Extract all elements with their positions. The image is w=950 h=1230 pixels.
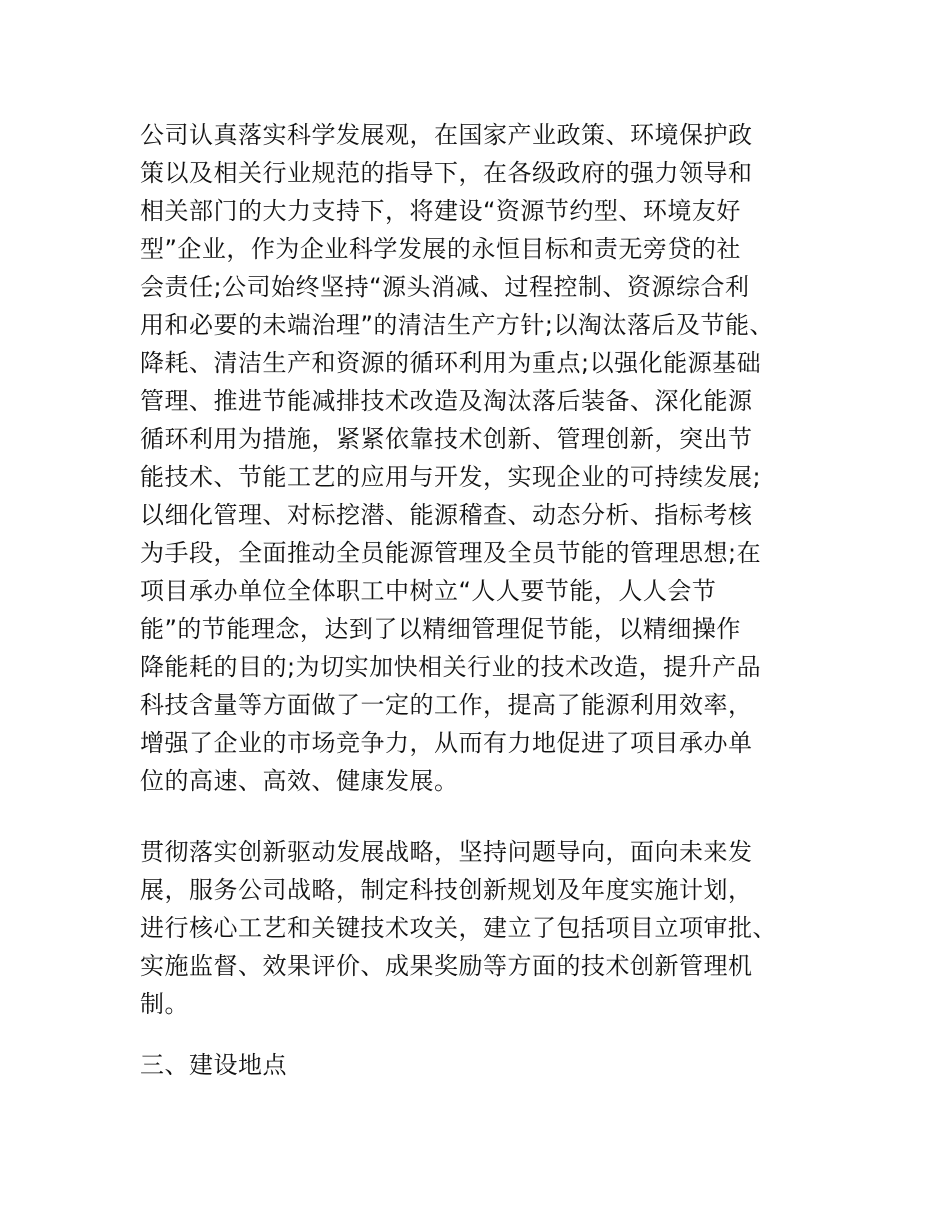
text-line: 降能耗的目的;为切实加快相关行业的技术改造，提升产品 xyxy=(140,653,762,681)
text-line: 展，服务公司战略，制定科技创新规划及年度实施计划， xyxy=(140,876,753,904)
text-line: 科技含量等方面做了一定的工作，提高了能源利用效率， xyxy=(140,691,753,719)
text-line: 降耗、清洁生产和资源的循环利用为重点;以强化能源基础 xyxy=(140,349,762,377)
text-line: 能”的节能理念，达到了以精细管理促节能，以精细操作 xyxy=(140,615,741,643)
section-heading-text: 三、建设地点 xyxy=(140,1051,287,1079)
text-line: 用和必要的未端治理”的清洁生产方针;以淘汰落后及节能、 xyxy=(140,311,775,339)
text-line: 会责任;公司始终坚持“源头消减、过程控制、资源综合利 xyxy=(140,273,750,301)
text-line: 项目承办单位全体职工中树立“人人要节能，人人会节 xyxy=(140,577,717,605)
text-line: 增强了企业的市场竞争力，从而有力地促进了项目承办单 xyxy=(140,729,753,757)
text-line: 型”企业，作为企业科学发展的永恒目标和责无旁贷的社 xyxy=(140,235,741,263)
text-line: 以细化管理、对标挖潜、能源稽查、动态分析、指标考核 xyxy=(140,501,753,529)
text-line: 策以及相关行业规范的指导下，在各级政府的强力领导和 xyxy=(140,159,753,187)
text-line: 贯彻落实创新驱动发展战略，坚持问题导向，面向未来发 xyxy=(140,838,753,866)
text-line: 循环利用为措施，紧紧依靠技术创新、管理创新，突出节 xyxy=(140,425,753,453)
text-line: 公司认真落实科学发展观，在国家产业政策、环境保护政 xyxy=(140,121,753,149)
text-line: 为手段，全面推动全员能源管理及全员节能的管理思想;在 xyxy=(140,539,762,567)
text-line: 实施监督、效果评价、成果奖励等方面的技术创新管理机 xyxy=(140,952,753,980)
text-line: 能技术、节能工艺的应用与开发，实现企业的可持续发展; xyxy=(140,463,762,491)
paragraph-innovation-strategy xyxy=(140,833,840,1023)
text-line: 制。 xyxy=(140,990,189,1018)
text-line: 进行核心工艺和关键技术攻关，建立了包括项目立项审批、 xyxy=(140,914,777,942)
text-line: 管理、推进节能减排技术改造及淘汰落后装备、深化能源 xyxy=(140,387,753,415)
text-line: 相关部门的大力支持下，将建设“资源节约型、环境友好 xyxy=(140,197,741,225)
paragraph-company-energy-policy xyxy=(140,116,840,800)
text-line: 位的高速、高效、健康发展。 xyxy=(140,767,459,795)
section-heading xyxy=(140,1046,840,1084)
